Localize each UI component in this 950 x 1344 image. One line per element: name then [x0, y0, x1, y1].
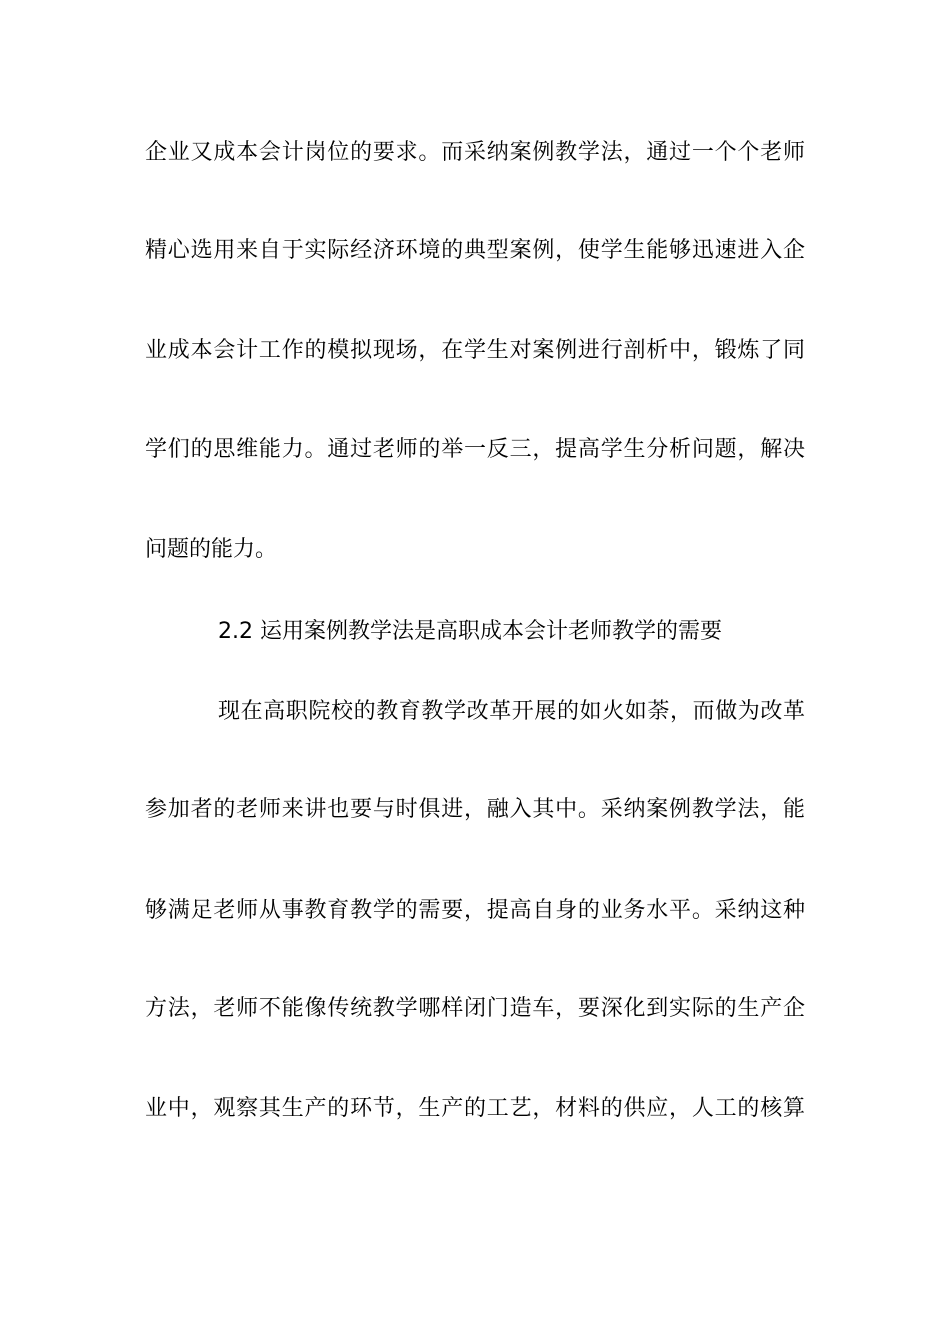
paragraph-1-line-3: 业成本会计工作的模拟现场，在学生对案例进行剖析中，锻炼了同 [145, 338, 805, 363]
paragraph-2-line-3: 够满足老师从事教育教学的需要，提高自身的业务水平。采纳这种 [145, 898, 805, 923]
paragraph-2-line-4: 方法，老师不能像传统教学哪样闭门造车，要深化到实际的生产企 [145, 996, 805, 1021]
paragraph-2-line-1: 现在高职院校的教育教学改革开展的如火如荼，而做为改革 [218, 699, 805, 724]
paragraph-1-line-4: 学们的思维能力。通过老师的举一反三，提高学生分析问题，解决 [145, 437, 805, 462]
paragraph-2-line-2: 参加者的老师来讲也要与时俱进，融入其中。采纳案例教学法，能 [145, 797, 805, 822]
section-heading: 2.2 运用案例教学法是高职成本会计老师教学的需要 [218, 619, 722, 644]
paragraph-1-line-2: 精心选用来自于实际经济环境的典型案例，使学生能够迅速进入企 [145, 238, 805, 263]
paragraph-2-line-5: 业中，观察其生产的环节，生产的工艺，材料的供应，人工的核算 [145, 1096, 805, 1121]
paragraph-1-line-5: 问题的能力。 [145, 537, 278, 562]
paragraph-1-line-1: 企业又成本会计岗位的要求。而采纳案例教学法，通过一个个老师 [145, 140, 805, 165]
